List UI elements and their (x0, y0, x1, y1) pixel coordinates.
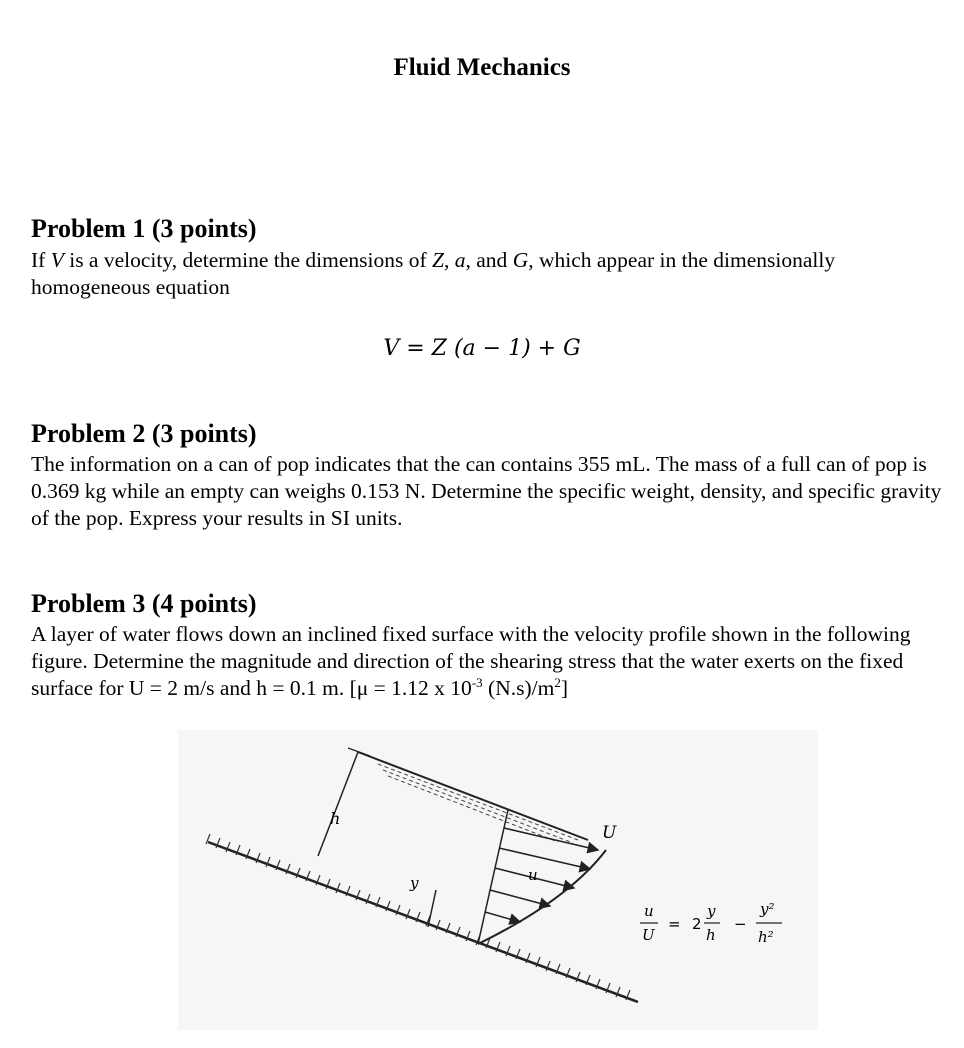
svg-text:y²: y² (760, 900, 775, 918)
var-v: V (50, 248, 64, 272)
problem-1-heading: Problem 1 (3 points) (31, 214, 257, 243)
var-g: G (512, 248, 529, 272)
var-z: Z (432, 248, 445, 272)
label-h: h (330, 809, 341, 828)
svg-text:=: = (668, 915, 681, 933)
problem-3-heading: Problem 3 (4 points) (31, 589, 257, 618)
problem-3-text: A layer of water flows down an inclined fixed surface with the velocity profile shown in the following figure. Determine the magnitude and direction of the shearing stress that the water exerts on the fixed surface for U = 2 m/s and h = 0.1 m. [μ = 1.12 x $10^{-3}$ $(N.s)/m^2$] (31, 622, 911, 700)
svg-text:u: u (644, 902, 654, 920)
velocity-profile-figure (178, 730, 818, 1030)
problem-2-heading: Problem 2 (3 points) (31, 419, 257, 448)
svg-text:−: − (734, 915, 747, 933)
svg-text:U: U (642, 926, 655, 944)
svg-text:y: y (707, 902, 716, 920)
equation-1: V = Z (a − 1) + G (383, 336, 581, 361)
problem-2-text: The information on a can of pop indicates that the can contains 355 mL. The mass of a full can of pop is 0.369 kg while an empty can weighs 0.153 N. Determine the specific weight, density, and specific gravity of the pop. Express your results in SI units. (31, 452, 942, 530)
svg-text:h²: h² (758, 928, 774, 946)
var-a: a (454, 248, 466, 272)
label-u: u (528, 866, 538, 884)
problem-1-text: If V is a velocity, determine the dimensions of Z, a, and G, which appear in the dimensionally homogeneous equation (31, 248, 836, 299)
svg-text:2: 2 (692, 915, 702, 933)
svg-text:h: h (706, 926, 716, 944)
page-title: Fluid Mechanics (393, 54, 571, 81)
label-U: U (602, 823, 617, 843)
label-y: y (410, 874, 419, 892)
